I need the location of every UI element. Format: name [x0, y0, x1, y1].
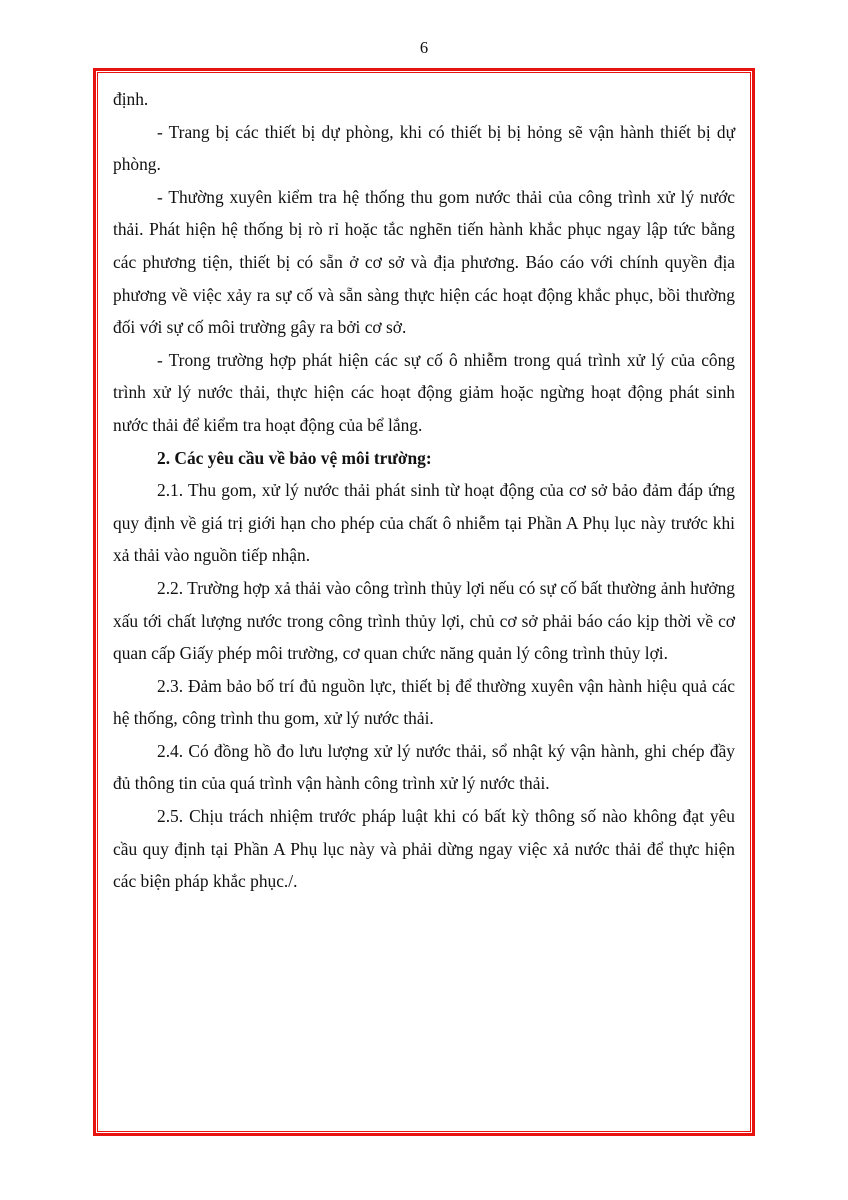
section-heading-environment-requirements: 2. Các yêu cầu về bảo vệ môi trường:: [157, 447, 432, 468]
paragraph-2-1: 2.1. Thu gom, xử lý nước thải phát sinh từ hoạt động của cơ sở bảo đảm đáp ứng quy định về giá trị giới hạn cho phép của chất ô nhiễm tại Phần A Phụ lục này trước khi xả thải vào nguồn tiếp nhận.: [113, 480, 735, 566]
document-body: [113, 83, 735, 1158]
paragraph-2-2: 2.2. Trường hợp xả thải vào công trình thủy lợi nếu có sự cố bất thường ảnh hưởng xấu tới chất lượng nước trong công trình thủy lợi, chủ cơ sở phải báo cáo kịp thời về cơ quan cấp Giấy phép môi trường, cơ quan chức năng quản lý công trình thủy lợi.: [113, 577, 735, 664]
paragraph-definition: định.: [113, 89, 149, 109]
paragraph-pollution-incident: - Trong trường hợp phát hiện các sự cố ô nhiễm trong quá trình xử lý của công trình xử lý nước thải, thực hiện các hoạt động giảm hoặc ngừng hoạt động phát sinh nước thải để kiểm tra hoạt động của bể lắng.: [113, 349, 735, 435]
page-whitespace: [113, 898, 735, 1158]
paragraph-2-4: 2.4. Có đồng hồ đo lưu lượng xử lý nước thải, sổ nhật ký vận hành, ghi chép đầy đủ thông tin của quá trình vận hành công trình xử lý nước thải.: [113, 740, 735, 794]
paragraph-inspection: - Thường xuyên kiểm tra hệ thống thu gom nước thải của công trình xử lý nước thải. Phát hiện hệ thống bị rò rỉ hoặc tắc nghẽn tiến hành khắc phục ngay lập tức bằng các phương tiện, thiết bị có sẵn ở cơ sở và địa phương. Báo cáo với chính quyền địa phương về việc xảy ra sự cố và sẵn sàng thực hiện các hoạt động khắc phục, bồi thường đối với sự cố môi trường gây ra bởi cơ sở.: [113, 186, 735, 338]
paragraph-backup-equipment: - Trang bị các thiết bị dự phòng, khi có thiết bị bị hỏng sẽ vận hành thiết bị dự phòng.: [113, 121, 735, 175]
paragraph-2-3: 2.3. Đảm bảo bố trí đủ nguồn lực, thiết bị để thường xuyên vận hành hiệu quả các hệ thống, công trình thu gom, xử lý nước thải.: [113, 675, 735, 729]
page-number: 6: [419, 38, 429, 57]
paragraph-2-5: 2.5. Chịu trách nhiệm trước pháp luật khi có bất kỳ thông số nào không đạt yêu cầu quy định tại Phần A Phụ lục này và phải dừng ngay việc xả nước thải để thực hiện các biện pháp khắc phục./.: [113, 806, 735, 892]
